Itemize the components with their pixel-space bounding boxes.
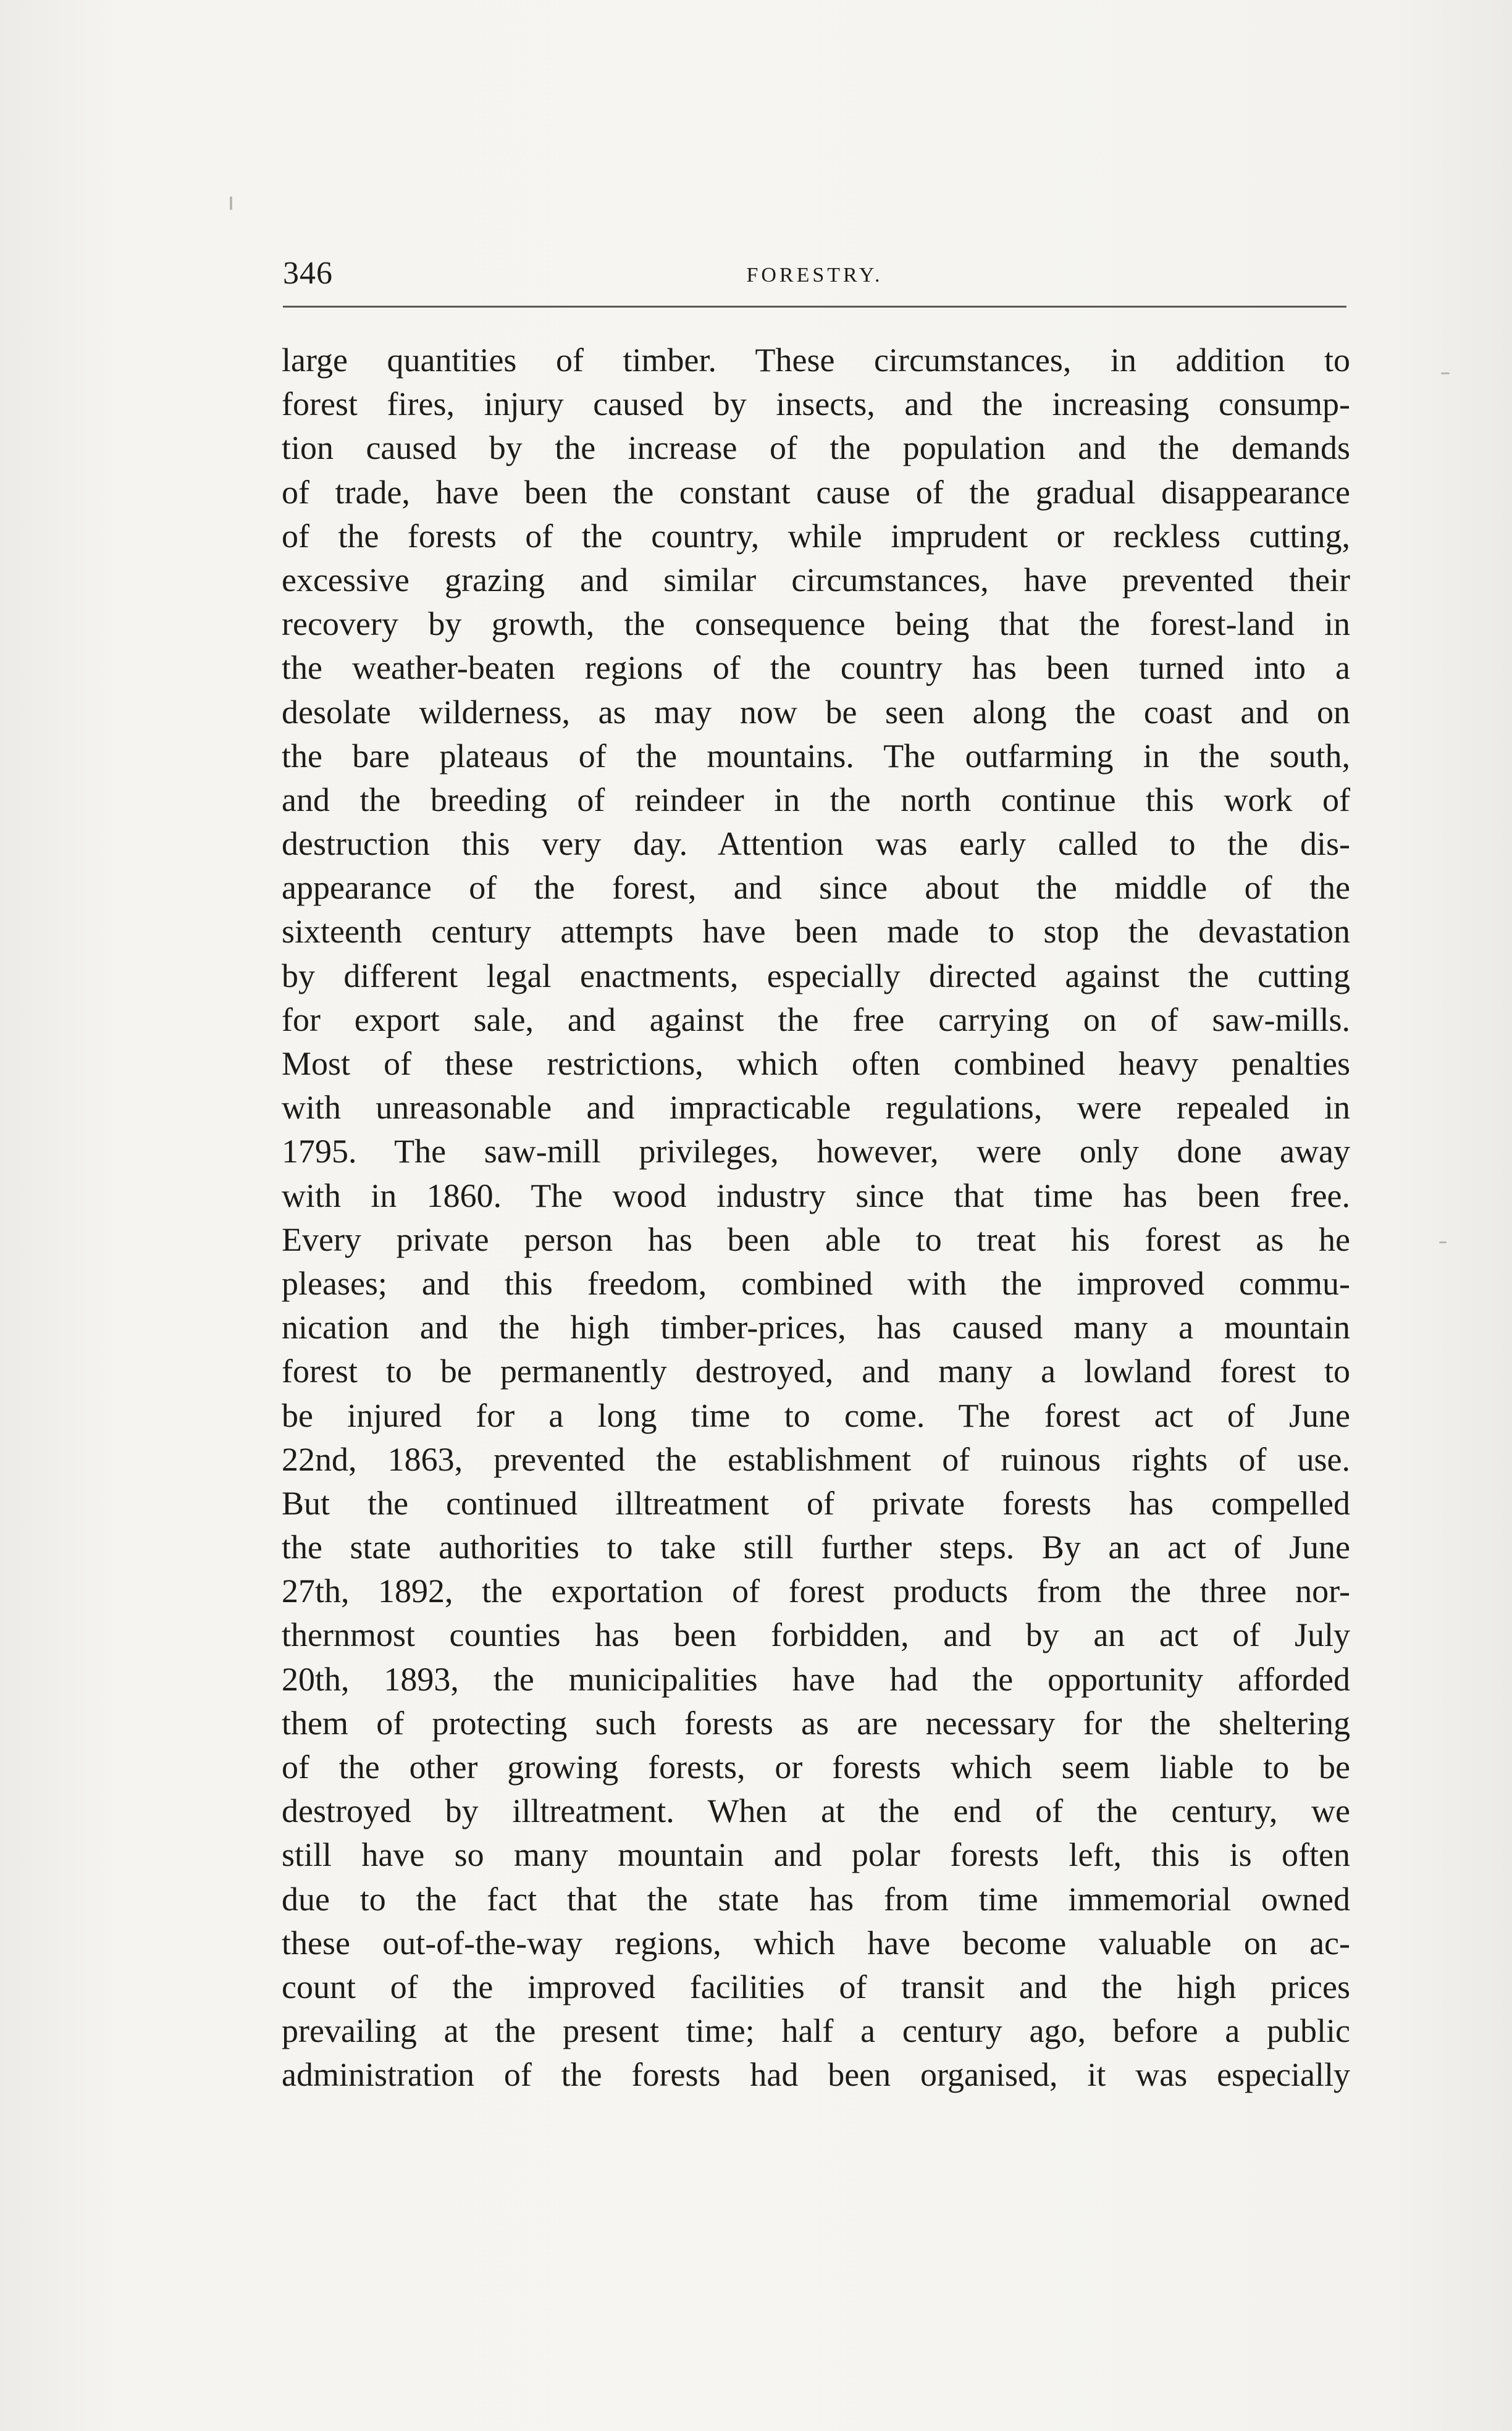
scan-speck (230, 196, 232, 210)
text-line: of the other growing forests, or forests which seem liable to be (282, 1749, 1350, 1786)
scan-speck (1439, 1241, 1447, 1243)
text-line: for export sale, and against the free carrying on of saw-mills. (282, 1001, 1350, 1038)
text-line: sixteenth century attempts have been made to stop the devastation (282, 913, 1350, 951)
text-line: forest fires, injury caused by insects, and the increasing consump- (282, 385, 1350, 423)
running-head: FORESTRY. (746, 264, 883, 287)
text-line: Every private person has been able to treat his forest as he (282, 1220, 1350, 1258)
text-line: excessive grazing and similar circumstances, have prevented their (282, 561, 1350, 598)
text-line: of trade, have been the constant cause of the gradual disappearance (282, 473, 1350, 511)
text-line: 22nd, 1863, prevented the establishment of ruinous rights of use. (282, 1440, 1350, 1478)
header-rule (283, 306, 1346, 308)
text-line: the state authorities to take still further steps. By an act of June (282, 1529, 1350, 1566)
text-line: still have so many mountain and polar forests left, this is often (282, 1836, 1350, 1874)
text-line: forest to be permanently destroyed, and many a lowland forest to (282, 1353, 1350, 1390)
text-line: prevailing at the present time; half a century ago, before a public (282, 2012, 1350, 2050)
text-line: with unreasonable and impracticable regulations, were repealed in (282, 1089, 1350, 1127)
body-text (282, 338, 1350, 2097)
page-header (283, 250, 1346, 300)
text-line: 20th, 1893, the municipalities have had the opportunity afforded (282, 1660, 1350, 1698)
text-line: recovery by growth, the consequence being that the forest-land in (282, 605, 1350, 643)
page-number: 346 (283, 256, 333, 291)
text-line: them of protecting such forests as are necessary for the sheltering (282, 1704, 1350, 1742)
text-line: with in 1860. The wood industry since that time has been free. (282, 1177, 1350, 1214)
text-line: But the continued illtreatment of private forests has compelled (282, 1484, 1350, 1522)
text-line: 1795. The saw-mill privileges, however, were only done away (282, 1133, 1350, 1170)
text-line: the bare plateaus of the mountains. The outfarming in the south, (282, 737, 1350, 775)
text-line: pleases; and this freedom, combined with the improved commu- (282, 1264, 1350, 1302)
text-line: desolate wilderness, as may now be seen along the coast and on (282, 693, 1350, 731)
text-line: large quantities of timber. These circumstances, in addition to (282, 342, 1350, 379)
text-line: due to the fact that the state has from time immemorial owned (282, 1880, 1350, 1918)
text-line: and the breeding of reindeer in the north continue this work of (282, 781, 1350, 818)
text-line: of the forests of the country, while imprudent or reckless cutting, (282, 517, 1350, 555)
text-line: these out-of-the-way regions, which have become valuable on ac- (282, 1924, 1350, 1962)
text-line: Most of these restrictions, which often combined heavy penalties (282, 1045, 1350, 1082)
text-line: appearance of the forest, and since about the middle of the (282, 869, 1350, 907)
text-line: thernmost counties has been forbidden, and by an act of July (282, 1616, 1350, 1654)
text-line: administration of the forests had been organised, it was especially (282, 2056, 1350, 2094)
text-line: by different legal enactments, especially directed against the cutting (282, 957, 1350, 994)
text-line: 27th, 1892, the exportation of forest products from the three nor- (282, 1572, 1350, 1610)
text-line: nication and the high timber-prices, has caused many a mountain (282, 1309, 1350, 1346)
text-line: count of the improved facilities of transit and the high prices (282, 1968, 1350, 2005)
text-line: be injured for a long time to come. The forest act of June (282, 1396, 1350, 1434)
text-line: destroyed by illtreatment. When at the end of the century, we (282, 1792, 1350, 1830)
text-line: destruction this very day. Attention was early called to the dis- (282, 825, 1350, 863)
scan-speck (1441, 372, 1450, 374)
text-line: the weather-beaten regions of the country has been turned into a (282, 649, 1350, 687)
text-line: tion caused by the increase of the population and the demands (282, 429, 1350, 467)
